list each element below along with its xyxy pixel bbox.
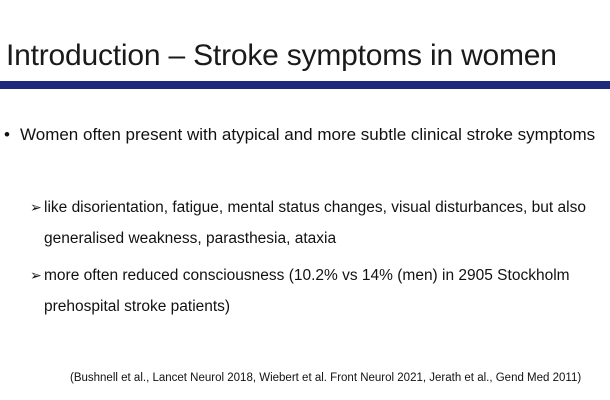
sub-bullet-text: like disorientation, fatigue, mental status changes, visual disturbances, but also generalised weakness, parasthesia, ataxia: [44, 199, 586, 247]
bullet-item: [4, 117, 604, 153]
citation: (Bushnell et al., Lancet Neurol 2018, Wiebert et al. Front Neurol 2021, Jerath et al., Gend Med 2011): [70, 372, 582, 384]
arrow-bullet-icon: ➢: [30, 267, 42, 283]
title-divider: [0, 81, 610, 89]
sub-bullet-item: [30, 260, 605, 322]
sub-bullet-text: more often reduced consciousness (10.2% vs 14% (men) in 2905 Stockholm prehospital stroke patients): [44, 267, 570, 315]
slide-title: Introduction – Stroke symptoms in women: [6, 39, 557, 72]
arrow-bullet-icon: ➢: [30, 199, 42, 215]
bullet-text: Women often present with atypical and more subtle clinical stroke symptoms: [20, 125, 596, 144]
bullet-marker: •: [4, 125, 10, 144]
sub-bullet-item: [30, 192, 605, 254]
